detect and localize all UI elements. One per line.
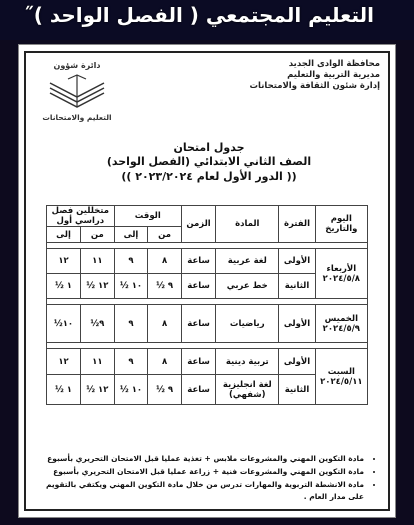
- class-from-cell: ١٢ ½: [81, 375, 115, 405]
- day-cell: الأربعاء ٢٠٢٤/٥/٨: [315, 249, 367, 299]
- class-from-cell: ١١: [81, 349, 115, 375]
- table-row: [47, 349, 368, 375]
- subject-cell: تربية دينية: [216, 349, 279, 375]
- header-subject: المادة: [216, 206, 279, 243]
- period-cell: الثانية: [279, 274, 315, 299]
- exam-schedule-sheet: [24, 51, 390, 511]
- header-time-to: إلى: [114, 227, 148, 243]
- title-block: [26, 141, 392, 185]
- period-cell: الأولى: [279, 305, 315, 343]
- time-to-cell: ١٠ ½: [114, 375, 148, 405]
- subject-cell: رياضيات: [216, 305, 279, 343]
- table-row: [47, 305, 368, 343]
- time-from-cell: ٨: [148, 349, 182, 375]
- header-line-governorate: محافظة الوادى الجديد: [288, 59, 380, 69]
- duration-cell: ساعة: [181, 349, 215, 375]
- subject-cell: لغة انجليزية (شفهي): [216, 375, 279, 405]
- class-from-cell: ٩½: [81, 305, 115, 343]
- subject-cell: خط عربي: [216, 274, 279, 299]
- subject-cell: لغة عربية: [216, 249, 279, 274]
- time-from-cell: ٨: [148, 305, 182, 343]
- exam-schedule-table: [46, 205, 368, 405]
- note-item: • مادة الانشطة التربوية والمهارات تدرس من خلال مادة التكوين المهني ويكتفي بالتقويم على مدار العام .: [38, 479, 364, 503]
- header-time-from: من: [148, 227, 182, 243]
- grade-title: الصف الثاني الابتدائي (الفصل الواحد): [106, 155, 312, 168]
- time-from-cell: ٩ ½: [148, 274, 182, 299]
- duration-cell: ساعة: [181, 305, 215, 343]
- header-line-directorate: مديرية التربية والتعليم: [287, 70, 380, 80]
- header-class-from: من: [81, 227, 115, 243]
- logo-top-text: دائرة شؤون: [53, 61, 101, 70]
- table-row: [47, 249, 368, 274]
- period-cell: الثانية: [279, 375, 315, 405]
- document-title: جدول امتحان: [173, 141, 245, 154]
- class-to-cell: ١ ½: [47, 274, 81, 299]
- time-from-cell: ٨: [148, 249, 182, 274]
- class-to-cell: ١ ½: [47, 375, 81, 405]
- time-to-cell: ١٠ ½: [114, 274, 148, 299]
- document-frame: [18, 44, 396, 518]
- class-to-cell: ١٠½: [47, 305, 81, 343]
- day-cell: الخميس ٢٠٢٤/٥/٩: [315, 305, 367, 343]
- header-day: اليوم والتاريخ: [315, 206, 367, 243]
- ministry-header: [230, 59, 380, 92]
- period-cell: الأولى: [279, 249, 315, 274]
- period-cell: الأولى: [279, 349, 315, 375]
- duration-cell: ساعة: [181, 375, 215, 405]
- duration-cell: ساعة: [181, 249, 215, 274]
- banner-title: التعليم المجتمعي ( الفصل الواحد )˝: [23, 3, 374, 27]
- session-title: (( الدور الأول لعام ٢٠٢٣/٢٠٢٤ )): [121, 170, 297, 183]
- time-to-cell: ٩: [114, 305, 148, 343]
- time-from-cell: ٩ ½: [148, 375, 182, 405]
- class-from-cell: ١١: [81, 249, 115, 274]
- header-class-to: إلى: [47, 227, 81, 243]
- class-to-cell: ١٢: [47, 349, 81, 375]
- header-line-administration: إدارة شئون الثقافة والامتحانات: [249, 81, 380, 91]
- note-item: • مادة التكوين المهني والمشروعات ملابس + تغذية عمليا قبل الامتحان التحريري بأسبوع: [38, 453, 364, 465]
- notes-section: [38, 453, 378, 504]
- note-item: • مادة التكوين المهني والمشروعات فنية + زراعة عمليا قبل الامتحان التحريري بأسبوع: [38, 466, 364, 478]
- header-time: الوقت: [114, 206, 181, 227]
- duration-cell: ساعة: [181, 274, 215, 299]
- class-from-cell: ١٢ ½: [81, 274, 115, 299]
- header-duration: الزمن: [181, 206, 215, 243]
- class-to-cell: ١٢: [47, 249, 81, 274]
- header-classes: متخللين فصل دراسي أول: [47, 206, 115, 227]
- time-to-cell: ٩: [114, 249, 148, 274]
- header-period: الفترة: [279, 206, 315, 243]
- time-to-cell: ٩: [114, 349, 148, 375]
- logo-bottom-text: التعليم والامتحانات: [42, 113, 112, 122]
- top-banner: [0, 0, 414, 40]
- department-logo: [38, 61, 116, 127]
- day-cell: السبت ٢٠٢٤/٥/١١: [315, 349, 367, 405]
